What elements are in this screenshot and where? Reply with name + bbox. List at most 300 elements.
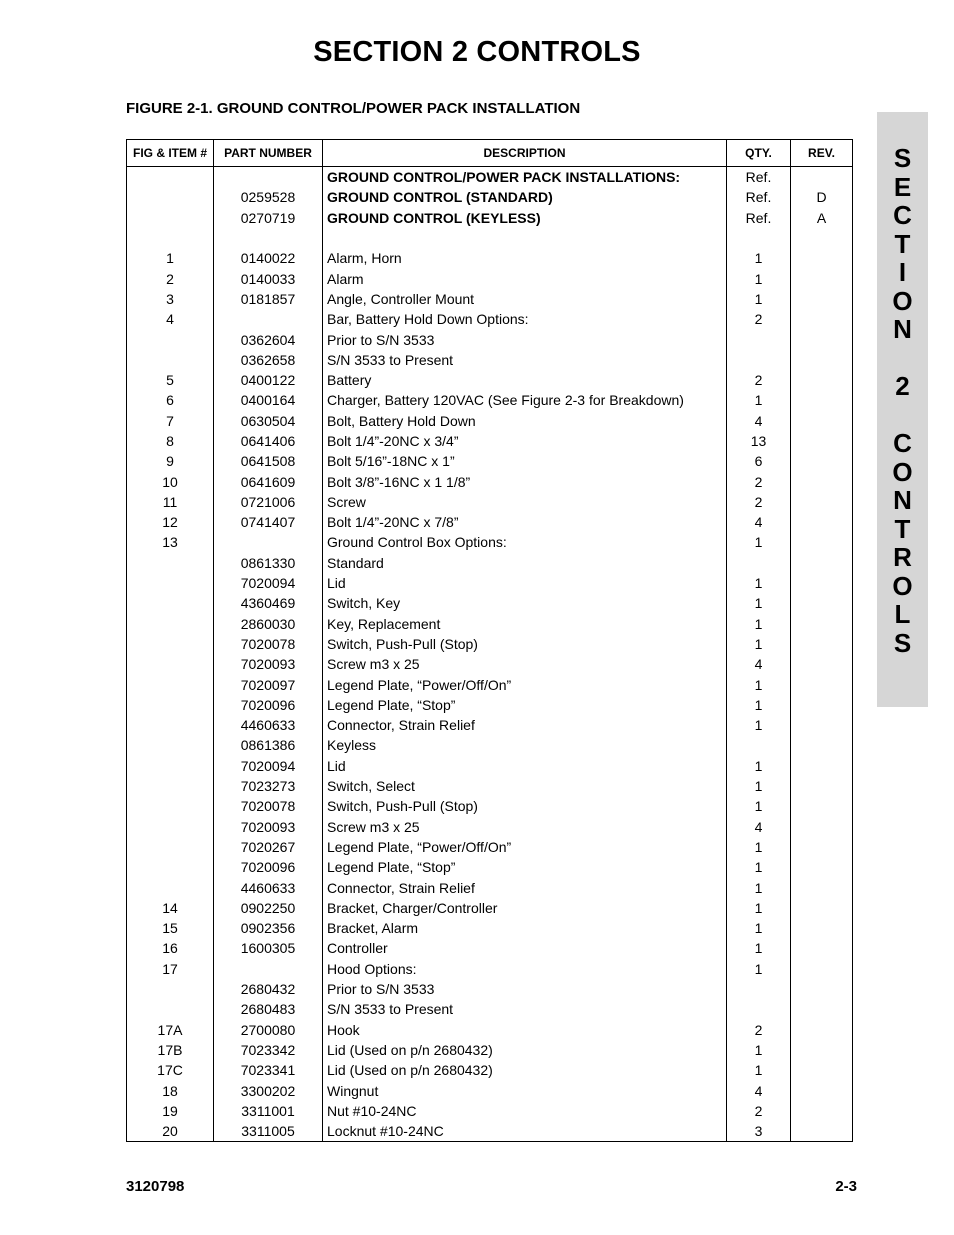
- rev-cell: [791, 715, 853, 735]
- section-tab-letter: O: [892, 285, 913, 316]
- part-number-cell: 4460633: [214, 877, 323, 897]
- description-cell: Screw: [323, 492, 727, 512]
- description-cell: Angle, Controller Mount: [323, 289, 727, 309]
- part-number-cell: [214, 167, 323, 188]
- part-number-cell: 0641508: [214, 451, 323, 471]
- figure-title: FIGURE 2-1. GROUND CONTROL/POWER PACK INSTALLATION: [126, 100, 581, 117]
- table-row: [127, 756, 853, 776]
- section-tab-letter: C: [893, 428, 912, 458]
- item-number-cell: 5: [127, 370, 214, 390]
- qty-cell: 1: [727, 390, 791, 410]
- item-number-cell: 17A: [127, 1019, 214, 1039]
- item-number-cell: 4: [127, 309, 214, 329]
- table-row: [127, 532, 853, 552]
- rev-cell: [791, 553, 853, 573]
- item-number-cell: 3: [127, 289, 214, 309]
- column-header-part-number: PART NUMBER: [214, 140, 323, 167]
- qty-cell: 1: [727, 837, 791, 857]
- part-number-cell: [214, 532, 323, 552]
- description-cell: GROUND CONTROL/POWER PACK INSTALLATIONS:: [323, 167, 727, 188]
- table-row: [127, 411, 853, 431]
- part-number-cell: 7023342: [214, 1040, 323, 1060]
- table-row: [127, 187, 853, 207]
- qty-cell: 1: [727, 289, 791, 309]
- item-number-cell: [127, 187, 214, 207]
- qty-cell: 2: [727, 471, 791, 491]
- rev-cell: [791, 959, 853, 979]
- part-number-cell: 0400164: [214, 390, 323, 410]
- rev-cell: [791, 999, 853, 1019]
- qty-cell: [727, 999, 791, 1019]
- item-number-cell: 13: [127, 532, 214, 552]
- table-row: [127, 431, 853, 451]
- rev-cell: [791, 614, 853, 634]
- qty-cell: 3: [727, 1121, 791, 1142]
- rev-cell: A: [791, 208, 853, 228]
- rev-cell: [791, 228, 853, 248]
- part-number-cell: 0259528: [214, 187, 323, 207]
- table-row: [127, 492, 853, 512]
- description-cell: Legend Plate, “Power/Off/On”: [323, 837, 727, 857]
- part-number-cell: 2680483: [214, 999, 323, 1019]
- description-cell: Charger, Battery 120VAC (See Figure 2-3 for Breakdown): [323, 390, 727, 410]
- part-number-cell: 7020093: [214, 654, 323, 674]
- qty-cell: 1: [727, 918, 791, 938]
- column-header-item: FIG & ITEM #: [127, 140, 214, 167]
- rev-cell: [791, 411, 853, 431]
- qty-cell: 4: [727, 411, 791, 431]
- qty-cell: Ref.: [727, 187, 791, 207]
- qty-cell: 1: [727, 248, 791, 268]
- qty-cell: 1: [727, 593, 791, 613]
- table-row: [127, 735, 853, 755]
- description-cell: Bolt 3/8”-16NC x 1 1/8”: [323, 471, 727, 491]
- table-row: [127, 512, 853, 532]
- qty-cell: 1: [727, 877, 791, 897]
- rev-cell: [791, 938, 853, 958]
- table-row: [127, 553, 853, 573]
- qty-cell: 1: [727, 898, 791, 918]
- rev-cell: [791, 289, 853, 309]
- item-number-cell: 19: [127, 1101, 214, 1121]
- part-number-cell: 2860030: [214, 614, 323, 634]
- section-tab-letter: I: [898, 257, 907, 287]
- qty-cell: 13: [727, 431, 791, 451]
- description-cell: Battery: [323, 370, 727, 390]
- part-number-cell: 0902250: [214, 898, 323, 918]
- section-tab-letter: O: [892, 570, 913, 601]
- qty-cell: 1: [727, 268, 791, 288]
- part-number-cell: 4360469: [214, 593, 323, 613]
- item-number-cell: 11: [127, 492, 214, 512]
- qty-cell: [727, 979, 791, 999]
- item-number-cell: [127, 715, 214, 735]
- table-row: [127, 1060, 853, 1080]
- description-cell: Bracket, Alarm: [323, 918, 727, 938]
- part-number-cell: 0630504: [214, 411, 323, 431]
- rev-cell: [791, 735, 853, 755]
- description-cell: Bolt 5/16”-18NC x 1”: [323, 451, 727, 471]
- description-cell: Alarm: [323, 268, 727, 288]
- rev-cell: [791, 350, 853, 370]
- table-row: [127, 1080, 853, 1100]
- description-cell: Hook: [323, 1019, 727, 1039]
- rev-cell: [791, 471, 853, 491]
- description-cell: Ground Control Box Options:: [323, 532, 727, 552]
- table-row: [127, 979, 853, 999]
- item-number-cell: [127, 837, 214, 857]
- table-row: [127, 208, 853, 228]
- qty-cell: 4: [727, 512, 791, 532]
- table-row: [127, 654, 853, 674]
- item-number-cell: 6: [127, 390, 214, 410]
- item-number-cell: 17B: [127, 1040, 214, 1060]
- description-cell: Connector, Strain Relief: [323, 715, 727, 735]
- description-cell: [323, 228, 727, 248]
- section-tab-letter: S: [893, 143, 912, 173]
- qty-cell: 2: [727, 309, 791, 329]
- table-row: [127, 634, 853, 654]
- part-number-cell: [214, 228, 323, 248]
- item-number-cell: 7: [127, 411, 214, 431]
- section-tab-letter: N: [893, 314, 912, 344]
- part-number-cell: 7020267: [214, 837, 323, 857]
- item-number-cell: [127, 796, 214, 816]
- table-row: [127, 817, 853, 837]
- rev-cell: [791, 674, 853, 694]
- qty-cell: [727, 735, 791, 755]
- part-number-cell: 4460633: [214, 715, 323, 735]
- rev-cell: [791, 817, 853, 837]
- part-number-cell: 7020094: [214, 573, 323, 593]
- description-cell: Lid (Used on p/n 2680432): [323, 1060, 727, 1080]
- item-number-cell: [127, 695, 214, 715]
- description-cell: Controller: [323, 938, 727, 958]
- table-row: [127, 959, 853, 979]
- rev-cell: [791, 573, 853, 593]
- item-number-cell: [127, 654, 214, 674]
- table-row: [127, 614, 853, 634]
- table-row: [127, 796, 853, 816]
- document-number: 3120798: [126, 1178, 185, 1195]
- rev-cell: [791, 898, 853, 918]
- table-row: [127, 877, 853, 897]
- table-row: [127, 451, 853, 471]
- item-number-cell: 18: [127, 1080, 214, 1100]
- part-number-cell: 0741407: [214, 512, 323, 532]
- rev-cell: [791, 654, 853, 674]
- part-number-cell: 7020093: [214, 817, 323, 837]
- description-cell: Prior to S/N 3533: [323, 329, 727, 349]
- rev-cell: [791, 593, 853, 613]
- description-cell: Switch, Select: [323, 776, 727, 796]
- rev-cell: [791, 167, 853, 188]
- item-number-cell: 15: [127, 918, 214, 938]
- item-number-cell: 9: [127, 451, 214, 471]
- table-row: [127, 350, 853, 370]
- description-cell: Standard: [323, 553, 727, 573]
- qty-cell: 4: [727, 654, 791, 674]
- part-number-cell: 0721006: [214, 492, 323, 512]
- table-row: [127, 573, 853, 593]
- rev-cell: [791, 796, 853, 816]
- qty-cell: 1: [727, 938, 791, 958]
- table-row: [127, 309, 853, 329]
- table-row: [127, 248, 853, 268]
- part-number-cell: 2680432: [214, 979, 323, 999]
- part-number-cell: 7020078: [214, 796, 323, 816]
- item-number-cell: 17C: [127, 1060, 214, 1080]
- part-number-cell: 7020094: [214, 756, 323, 776]
- description-cell: Lid (Used on p/n 2680432): [323, 1040, 727, 1060]
- description-cell: Prior to S/N 3533: [323, 979, 727, 999]
- rev-cell: [791, 776, 853, 796]
- item-number-cell: 2: [127, 268, 214, 288]
- rev-cell: [791, 877, 853, 897]
- part-number-cell: 1600305: [214, 938, 323, 958]
- part-number-cell: [214, 309, 323, 329]
- description-cell: Nut #10-24NC: [323, 1101, 727, 1121]
- qty-cell: Ref.: [727, 208, 791, 228]
- table-row: [127, 918, 853, 938]
- section-tab-letter: O: [892, 456, 913, 487]
- table-row: [127, 390, 853, 410]
- part-number-cell: 2700080: [214, 1019, 323, 1039]
- column-header-qty: QTY.: [727, 140, 791, 167]
- section-tab-letter: R: [893, 542, 912, 572]
- rev-cell: [791, 1060, 853, 1080]
- rev-cell: [791, 634, 853, 654]
- description-cell: Bolt 1/4”-20NC x 3/4”: [323, 431, 727, 451]
- part-number-cell: [214, 959, 323, 979]
- qty-cell: 1: [727, 715, 791, 735]
- table-row: [127, 228, 853, 248]
- item-number-cell: [127, 329, 214, 349]
- part-number-cell: 3311001: [214, 1101, 323, 1121]
- description-cell: GROUND CONTROL (STANDARD): [323, 187, 727, 207]
- item-number-cell: [127, 228, 214, 248]
- part-number-cell: 3300202: [214, 1080, 323, 1100]
- item-number-cell: 8: [127, 431, 214, 451]
- description-cell: Wingnut: [323, 1080, 727, 1100]
- description-cell: Legend Plate, “Stop”: [323, 857, 727, 877]
- part-number-cell: 0861386: [214, 735, 323, 755]
- item-number-cell: [127, 674, 214, 694]
- column-header-rev: REV.: [791, 140, 853, 167]
- rev-cell: [791, 1040, 853, 1060]
- description-cell: Bolt 1/4”-20NC x 7/8”: [323, 512, 727, 532]
- table-row: [127, 167, 853, 188]
- rev-cell: [791, 248, 853, 268]
- description-cell: Bolt, Battery Hold Down: [323, 411, 727, 431]
- table-row: [127, 1040, 853, 1060]
- table-row: [127, 695, 853, 715]
- part-number-cell: 0641406: [214, 431, 323, 451]
- description-cell: Key, Replacement: [323, 614, 727, 634]
- table-row: [127, 471, 853, 491]
- description-cell: Switch, Push-Pull (Stop): [323, 634, 727, 654]
- table-row: [127, 289, 853, 309]
- section-tab-letter: S: [893, 627, 912, 658]
- item-number-cell: 14: [127, 898, 214, 918]
- rev-cell: [791, 1101, 853, 1121]
- qty-cell: 4: [727, 1080, 791, 1100]
- item-number-cell: 20: [127, 1121, 214, 1142]
- item-number-cell: [127, 634, 214, 654]
- part-number-cell: 0641609: [214, 471, 323, 491]
- qty-cell: 1: [727, 532, 791, 552]
- item-number-cell: [127, 553, 214, 573]
- description-cell: Lid: [323, 573, 727, 593]
- rev-cell: [791, 918, 853, 938]
- qty-cell: [727, 553, 791, 573]
- rev-cell: [791, 268, 853, 288]
- rev-cell: [791, 370, 853, 390]
- item-number-cell: [127, 979, 214, 999]
- item-number-cell: [127, 614, 214, 634]
- description-cell: Bracket, Charger/Controller: [323, 898, 727, 918]
- page-number: 2-3: [835, 1178, 857, 1195]
- part-number-cell: 0902356: [214, 918, 323, 938]
- table-row: [127, 999, 853, 1019]
- description-cell: Lid: [323, 756, 727, 776]
- qty-cell: Ref.: [727, 167, 791, 188]
- table-row: [127, 370, 853, 390]
- description-cell: Screw m3 x 25: [323, 817, 727, 837]
- table-row: [127, 715, 853, 735]
- part-number-cell: 0400122: [214, 370, 323, 390]
- qty-cell: [727, 329, 791, 349]
- rev-cell: [791, 492, 853, 512]
- rev-cell: [791, 857, 853, 877]
- item-number-cell: [127, 350, 214, 370]
- description-cell: Keyless: [323, 735, 727, 755]
- description-cell: S/N 3533 to Present: [323, 350, 727, 370]
- item-number-cell: 17: [127, 959, 214, 979]
- table-row: [127, 593, 853, 613]
- part-number-cell: 7023273: [214, 776, 323, 796]
- rev-cell: [791, 1080, 853, 1100]
- rev-cell: [791, 329, 853, 349]
- table-row: [127, 268, 853, 288]
- item-number-cell: 10: [127, 471, 214, 491]
- qty-cell: 2: [727, 370, 791, 390]
- rev-cell: [791, 695, 853, 715]
- section-tab-letter: C: [893, 200, 912, 230]
- part-number-cell: 7020078: [214, 634, 323, 654]
- table-row: [127, 898, 853, 918]
- description-cell: S/N 3533 to Present: [323, 999, 727, 1019]
- table-row: [127, 1019, 853, 1039]
- section-tab-letter: T: [894, 228, 911, 259]
- part-number-cell: 0140033: [214, 268, 323, 288]
- item-number-cell: [127, 735, 214, 755]
- item-number-cell: [127, 877, 214, 897]
- table-row: [127, 329, 853, 349]
- item-number-cell: 16: [127, 938, 214, 958]
- qty-cell: 2: [727, 1101, 791, 1121]
- description-cell: Screw m3 x 25: [323, 654, 727, 674]
- part-number-cell: 0181857: [214, 289, 323, 309]
- part-number-cell: 3311005: [214, 1121, 323, 1142]
- qty-cell: 2: [727, 492, 791, 512]
- qty-cell: [727, 350, 791, 370]
- item-number-cell: [127, 999, 214, 1019]
- qty-cell: 1: [727, 1060, 791, 1080]
- qty-cell: [727, 228, 791, 248]
- description-cell: Legend Plate, “Stop”: [323, 695, 727, 715]
- item-number-cell: [127, 817, 214, 837]
- section-tab-letter: T: [894, 513, 911, 544]
- description-cell: Alarm, Horn: [323, 248, 727, 268]
- part-number-cell: 0270719: [214, 208, 323, 228]
- table-row: [127, 1121, 853, 1142]
- description-cell: Legend Plate, “Power/Off/On”: [323, 674, 727, 694]
- table-row: [127, 674, 853, 694]
- qty-cell: 4: [727, 817, 791, 837]
- qty-cell: 1: [727, 796, 791, 816]
- qty-cell: 1: [727, 959, 791, 979]
- description-cell: Switch, Key: [323, 593, 727, 613]
- qty-cell: 1: [727, 634, 791, 654]
- description-cell: Locknut #10-24NC: [323, 1121, 727, 1142]
- qty-cell: 1: [727, 614, 791, 634]
- parts-table: [126, 139, 853, 1142]
- page-title: SECTION 2 CONTROLS: [313, 36, 641, 68]
- item-number-cell: 12: [127, 512, 214, 532]
- description-cell: GROUND CONTROL (KEYLESS): [323, 208, 727, 228]
- rev-cell: [791, 1121, 853, 1142]
- item-number-cell: [127, 857, 214, 877]
- section-tab-letter: E: [893, 171, 912, 202]
- item-number-cell: [127, 756, 214, 776]
- rev-cell: [791, 512, 853, 532]
- item-number-cell: [127, 573, 214, 593]
- item-number-cell: [127, 208, 214, 228]
- part-number-cell: 0861330: [214, 553, 323, 573]
- part-number-cell: 7020096: [214, 695, 323, 715]
- table-row: [127, 938, 853, 958]
- qty-cell: 1: [727, 695, 791, 715]
- qty-cell: 1: [727, 674, 791, 694]
- rev-cell: [791, 431, 853, 451]
- section-tab-letter: L: [894, 599, 911, 629]
- qty-cell: 1: [727, 573, 791, 593]
- part-number-cell: 7023341: [214, 1060, 323, 1080]
- part-number-cell: 0140022: [214, 248, 323, 268]
- section-tab-letter: 2: [895, 371, 910, 401]
- part-number-cell: 0362604: [214, 329, 323, 349]
- table-row: [127, 857, 853, 877]
- item-number-cell: 1: [127, 248, 214, 268]
- qty-cell: 1: [727, 1040, 791, 1060]
- item-number-cell: [127, 593, 214, 613]
- rev-cell: [791, 756, 853, 776]
- description-cell: Hood Options:: [323, 959, 727, 979]
- qty-cell: 1: [727, 756, 791, 776]
- qty-cell: 2: [727, 1019, 791, 1039]
- rev-cell: [791, 309, 853, 329]
- rev-cell: [791, 979, 853, 999]
- part-number-cell: 7020096: [214, 857, 323, 877]
- description-cell: Connector, Strain Relief: [323, 877, 727, 897]
- description-cell: Bar, Battery Hold Down Options:: [323, 309, 727, 329]
- rev-cell: [791, 1019, 853, 1039]
- rev-cell: [791, 390, 853, 410]
- rev-cell: D: [791, 187, 853, 207]
- part-number-cell: 0362658: [214, 350, 323, 370]
- column-header-description: DESCRIPTION: [323, 140, 727, 167]
